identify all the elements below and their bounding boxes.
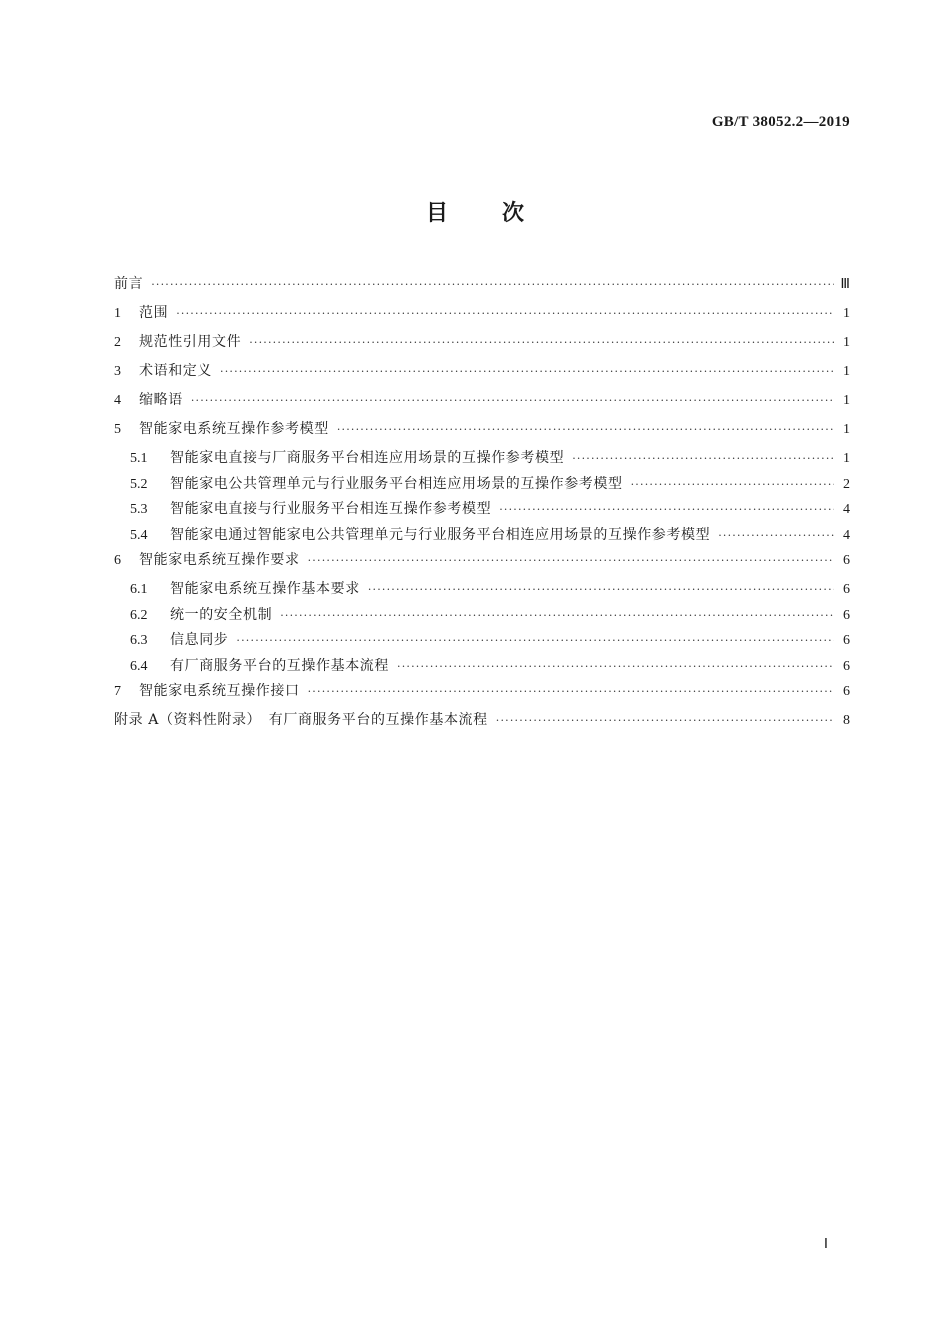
toc-entry-label: 范围 (139, 305, 169, 321)
toc-entry-label: 智能家电系统互操作参考模型 (139, 421, 329, 437)
toc-entry-label: 信息同步 (170, 632, 229, 648)
toc-dot-leader (368, 577, 834, 602)
toc-entry-number: 5 (114, 422, 121, 437)
page-number: Ⅰ (823, 1237, 828, 1252)
toc-entry[interactable] (114, 301, 850, 330)
toc-entry-page: 4 (843, 502, 850, 517)
toc-entry-page: 6 (843, 633, 850, 648)
toc-entry-label: 智能家电系统互操作基本要求 (170, 581, 360, 597)
toc-entry-label: 有厂商服务平台的互操作基本流程 (170, 657, 389, 674)
toc-entry-label: 前言 (114, 276, 144, 292)
toc-entry[interactable] (114, 330, 850, 359)
toc-dot-leader (280, 603, 834, 628)
toc-entry-label: 智能家电通过智能家电公共管理单元与行业服务平台相连应用场景的互操作参考模型 (170, 526, 711, 543)
toc-entry[interactable] (114, 548, 850, 577)
toc-dot-leader (337, 417, 834, 442)
toc-entry[interactable] (114, 708, 850, 737)
page-title (0, 196, 950, 227)
toc-entry-page: Ⅲ (840, 277, 850, 292)
toc-entry[interactable] (114, 523, 850, 549)
toc-entry-page: 8 (843, 713, 850, 728)
toc-entry-number: 7 (114, 684, 121, 699)
toc-entry-number: 3 (114, 364, 121, 379)
toc-entry-page: 1 (843, 422, 850, 437)
toc-entry-label: 术语和定义 (139, 363, 212, 379)
toc-entry-page: 2 (843, 476, 850, 492)
toc-entry-number: 6.2 (130, 607, 148, 623)
toc-entry-label: 统一的安全机制 (170, 606, 273, 623)
toc-dot-leader (220, 359, 834, 384)
toc-entry-page: 1 (843, 306, 850, 321)
toc-entry-number: 6.1 (130, 582, 148, 597)
toc-entry-number: 5.1 (130, 451, 148, 466)
toc-dot-leader (499, 497, 834, 522)
toc-entry[interactable] (114, 446, 850, 472)
toc-entry-label: 缩略语 (139, 392, 183, 408)
toc-entry-number: 5.2 (130, 476, 148, 492)
toc-entry[interactable] (114, 603, 850, 629)
toc-dot-leader (308, 679, 834, 704)
toc-entry-page: 6 (843, 658, 850, 674)
toc-entry-number: 6 (114, 553, 121, 568)
toc-dot-leader (308, 548, 834, 573)
toc-entry-page: 1 (843, 451, 850, 466)
toc-entry[interactable] (114, 388, 850, 417)
toc-entry-label: 附录 A（资料性附录） 有厂商服务平台的互操作基本流程 (114, 712, 488, 728)
toc-entry-number: 1 (114, 306, 121, 321)
toc-entry-number: 6.4 (130, 658, 148, 674)
toc-entry-page: 1 (843, 364, 850, 379)
toc-dot-leader (718, 523, 834, 548)
toc-entry-label: 智能家电系统互操作接口 (139, 683, 300, 699)
toc-entry-label: 智能家电系统互操作要求 (139, 552, 300, 568)
toc-entry-number: 5.4 (130, 527, 148, 543)
toc-entry[interactable] (114, 472, 850, 498)
toc-dot-leader (176, 301, 834, 326)
toc-entry[interactable] (114, 417, 850, 446)
toc-entry-label: 规范性引用文件 (139, 334, 242, 350)
toc-dot-leader (236, 628, 834, 653)
toc-dot-leader (191, 388, 834, 413)
standard-code: GB/T 38052.2—2019 (711, 114, 850, 130)
toc-entry-label: 智能家电直接与行业服务平台相连互操作参考模型 (170, 501, 492, 517)
toc-dot-leader (151, 272, 834, 297)
toc-entry[interactable] (114, 272, 850, 301)
toc-entry-page: 4 (843, 527, 850, 543)
toc-entry[interactable] (114, 577, 850, 603)
toc-entry-page: 1 (843, 393, 850, 408)
toc-dot-leader (249, 330, 834, 355)
toc-entry-page: 6 (843, 684, 850, 699)
toc-entry[interactable] (114, 359, 850, 388)
toc-entry-page: 1 (843, 335, 850, 350)
toc-entry-number: 4 (114, 393, 121, 408)
title-char-1: 目 (425, 201, 448, 226)
toc-entry[interactable] (114, 628, 850, 654)
toc-entry-page: 6 (843, 607, 850, 623)
toc-entry-number: 6.3 (130, 633, 148, 648)
toc-entry[interactable] (114, 497, 850, 523)
toc-entry-page: 6 (843, 582, 850, 597)
table-of-contents (114, 272, 850, 737)
toc-dot-leader (496, 708, 834, 733)
toc-entry-label: 智能家电直接与厂商服务平台相连应用场景的互操作参考模型 (170, 450, 565, 466)
toc-dot-leader (631, 472, 834, 497)
title-char-2: 次 (502, 201, 525, 226)
toc-dot-leader (572, 446, 834, 471)
toc-entry-page: 6 (843, 553, 850, 568)
toc-entry[interactable] (114, 679, 850, 708)
toc-entry-number: 2 (114, 335, 121, 350)
toc-entry-label: 智能家电公共管理单元与行业服务平台相连应用场景的互操作参考模型 (170, 475, 623, 492)
toc-dot-leader (397, 654, 834, 679)
toc-entry-number: 5.3 (130, 502, 148, 517)
toc-entry[interactable] (114, 654, 850, 680)
